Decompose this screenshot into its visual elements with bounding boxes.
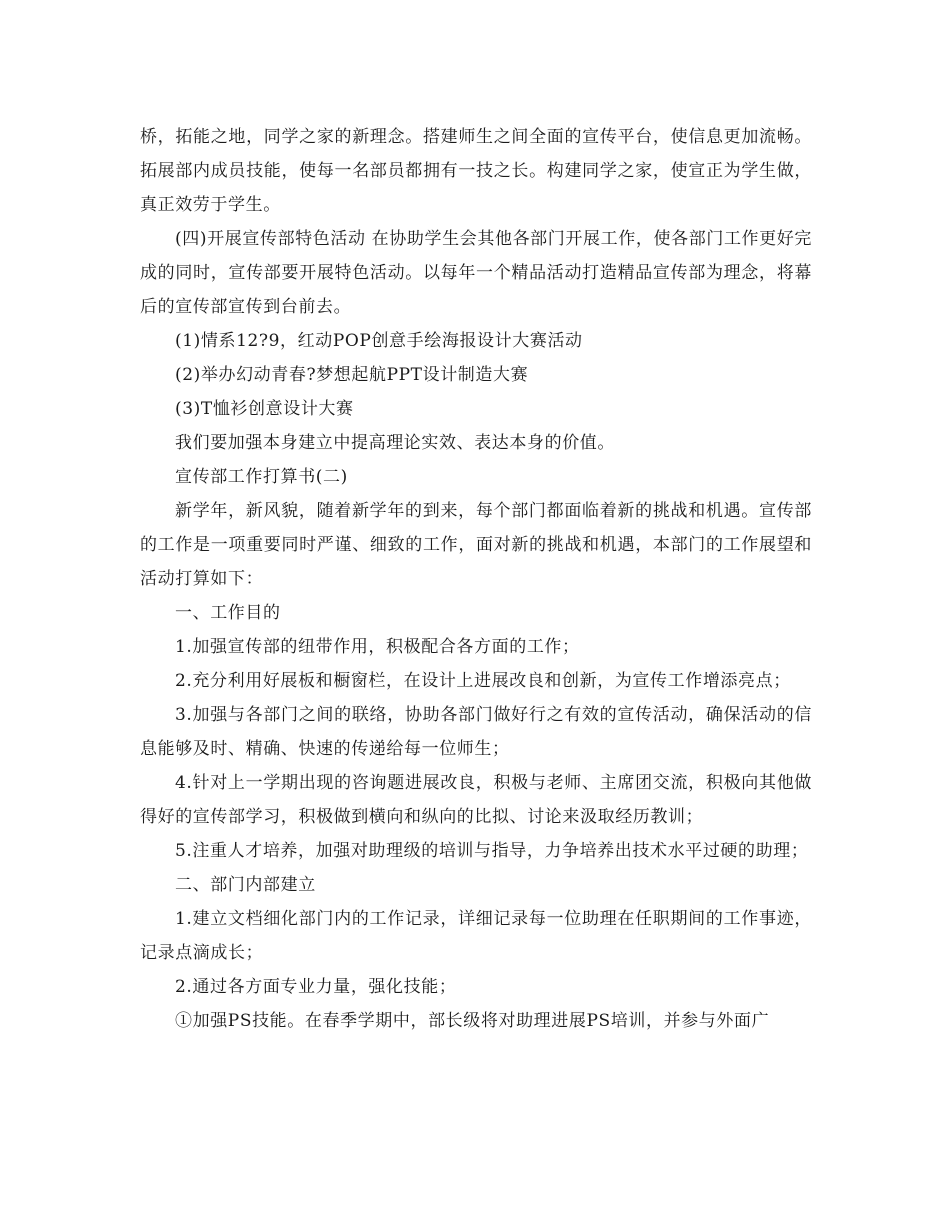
building-subitem-1: ①加强PS技能。在春季学期中，部长级将对助理进展PS培训，并参与外面广 [175, 1011, 770, 1031]
heading-internal-building: 二、部门内部建立 [175, 875, 316, 895]
paragraph-section-four: (四)开展宣传部特色活动 在协助学生会其他各部门开展工作，使各部门工作更好完成的同时，宣传部要开展特色活动。以每年一个精品活动打造精品宣传部为理念，将幕后的宣传部宣传到台前去。 [140, 229, 812, 317]
paragraph-activity-3: (3)T恤衫创意设计大赛 [175, 399, 354, 419]
heading-goals: 一、工作目的 [175, 603, 281, 623]
goal-item-3: 3.加强与各部门之间的联络，协助各部门做好行之有效的宣传活动，确保活动的信息能够及时、精确、快速的传递给每一位师生； [140, 705, 812, 759]
paragraph-continuation: 桥，拓能之地，同学之家的新理念。搭建师生之间全面的宣传平台，使信息更加流畅。拓展部内成员技能，使每一名部员都拥有一技之长。构建同学之家，使宣正为学生做，真正效劳于学生。 [140, 127, 812, 215]
goal-item-5: 5.注重人才培养，加强对助理级的培训与指导，力争培养出技术水平过硬的助理； [175, 841, 809, 861]
document-body [140, 120, 812, 1038]
paragraph-activity-1: (1)情系12?9，红动POP创意手绘海报设计大赛活动 [175, 331, 583, 351]
goal-item-4: 4.针对上一学期出现的咨询题进展改良，积极与老师、主席团交流，积极向其他做得好的宣传部学习，积极做到横向和纵向的比拟、讨论来汲取经历教训； [140, 773, 812, 827]
goal-item-2: 2.充分利用好展板和橱窗栏，在设计上进展改良和创新，为宣传工作增添亮点； [175, 671, 791, 691]
paragraph-intro: 新学年，新风貌，随着新学年的到来，每个部门都面临着新的挑战和机遇。宣传部的工作是一项重要同时严谨、细致的工作，面对新的挑战和机遇，本部门的工作展望和活动打算如下： [140, 501, 812, 589]
paragraph-summary: 我们要加强本身建立中提高理论实效、表达本身的价值。 [175, 433, 615, 453]
section-title: 宣传部工作打算书(二) [175, 467, 348, 487]
paragraph-activity-2: (2)举办幻动青春?梦想起航PPT设计制造大赛 [175, 365, 529, 385]
building-item-1: 1.建立文档细化部门内的工作记录，详细记录每一位助理在任职期间的工作事迹，记录点滴成长； [140, 909, 812, 963]
goal-item-1: 1.加强宣传部的纽带作用，积极配合各方面的工作； [175, 637, 580, 657]
building-item-2: 2.通过各方面专业力量，强化技能； [175, 977, 457, 997]
